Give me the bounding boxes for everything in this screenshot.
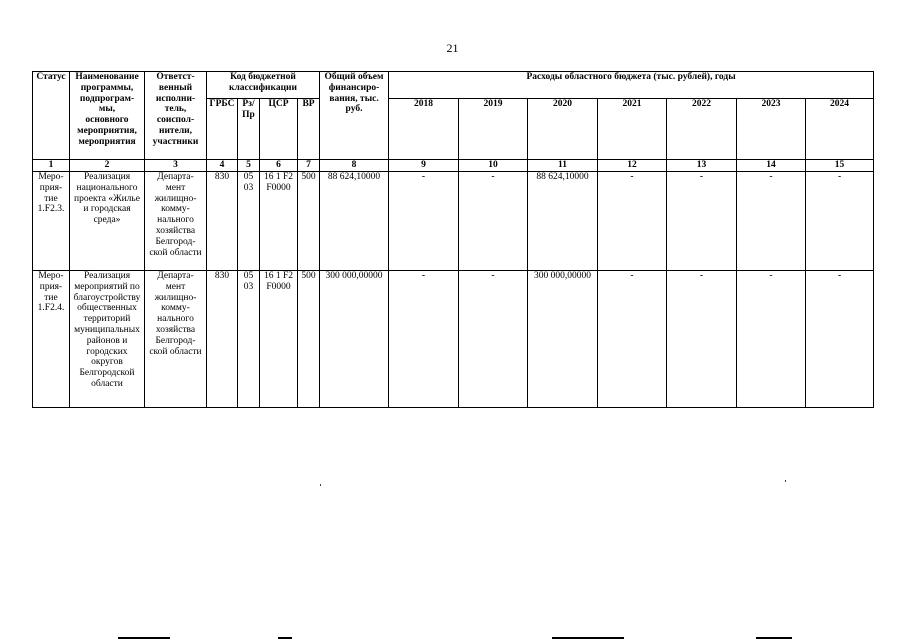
column-number: 13	[667, 160, 737, 172]
table-row	[33, 172, 874, 271]
row-vr: 500	[298, 271, 320, 408]
column-number: 7	[298, 160, 320, 172]
header-year: 2018	[389, 99, 459, 160]
row-status: Меро- прия- тие 1.F2.3.	[33, 172, 70, 271]
header-total: Общий объем финансиро- вания, тыс. руб.	[320, 72, 389, 160]
column-number: 11	[528, 160, 598, 172]
header-budget-code: Код бюджетной классификации	[207, 72, 320, 99]
row-name: Реализация мероприятий по благоустройству общественных территорий муниципальных районов и городских округов Белгородской области	[70, 271, 145, 408]
column-number: 14	[737, 160, 806, 172]
column-number: 10	[459, 160, 528, 172]
table-row	[33, 271, 874, 408]
column-number: 5	[238, 160, 260, 172]
row-rzpr: 05 03	[238, 271, 260, 408]
row-year-value: -	[459, 172, 528, 271]
header-year: 2021	[598, 99, 667, 160]
row-name: Реализация национального проекта «Жилье и городская среда»	[70, 172, 145, 271]
header-year: 2024	[806, 99, 874, 160]
row-year-value: -	[737, 172, 806, 271]
row-year-value: 88 624,10000	[528, 172, 598, 271]
scan-edge-mark	[278, 637, 292, 639]
header-expenses: Расходы областного бюджета (тыс. рублей), годы	[389, 72, 874, 99]
row-year-value: -	[389, 172, 459, 271]
header-year: 2023	[737, 99, 806, 160]
header-csr: ЦСР	[260, 99, 298, 160]
column-number: 9	[389, 160, 459, 172]
row-year-value: 300 000,00000	[528, 271, 598, 408]
row-year-value: -	[598, 172, 667, 271]
header-year: 2022	[667, 99, 737, 160]
header-name: Наименование программы, подпрограм- мы, основного мероприятия, мероприятия	[70, 72, 145, 160]
header-year: 2020	[528, 99, 598, 160]
scan-speck	[785, 480, 786, 482]
scan-edge-mark	[118, 637, 170, 639]
row-total: 88 624,10000	[320, 172, 389, 271]
row-year-value: -	[459, 271, 528, 408]
budget-table	[32, 71, 874, 408]
row-rzpr: 05 03	[238, 172, 260, 271]
row-status: Меро- прия- тие 1.F2.4.	[33, 271, 70, 408]
header-vr: ВР	[298, 99, 320, 160]
scan-edge-mark	[552, 637, 624, 639]
row-responsible: Департа- мент жилищно- комму- нального хозяйства Белгород- ской области	[145, 271, 207, 408]
column-number: 2	[70, 160, 145, 172]
column-number: 8	[320, 160, 389, 172]
header-responsible: Ответст- венный исполни- тель, соиспол- нители, участники	[145, 72, 207, 160]
row-year-value: -	[667, 172, 737, 271]
row-year-value: -	[806, 271, 874, 408]
header-year: 2019	[459, 99, 528, 160]
row-grbs: 830	[207, 172, 238, 271]
column-number: 6	[260, 160, 298, 172]
row-vr: 500	[298, 172, 320, 271]
column-number: 3	[145, 160, 207, 172]
page-number: 21	[446, 41, 459, 55]
scan-speck	[320, 484, 321, 486]
row-year-value: -	[389, 271, 459, 408]
row-grbs: 830	[207, 271, 238, 408]
row-year-value: -	[737, 271, 806, 408]
row-year-value: -	[806, 172, 874, 271]
header-rzpr: Рз/ Пр	[238, 99, 260, 160]
row-total: 300 000,00000	[320, 271, 389, 408]
row-year-value: -	[667, 271, 737, 408]
header-status: Статус	[33, 72, 70, 160]
column-number: 4	[207, 160, 238, 172]
row-csr: 16 1 F2 F0000	[260, 172, 298, 271]
row-csr: 16 1 F2 F0000	[260, 271, 298, 408]
column-number: 15	[806, 160, 874, 172]
scan-edge-mark	[756, 637, 792, 639]
column-number: 1	[33, 160, 70, 172]
row-responsible: Департа- мент жилищно- комму- нального хозяйства Белгород- ской области	[145, 172, 207, 271]
row-year-value: -	[598, 271, 667, 408]
column-number: 12	[598, 160, 667, 172]
header-grbs: ГРБС	[207, 99, 238, 160]
